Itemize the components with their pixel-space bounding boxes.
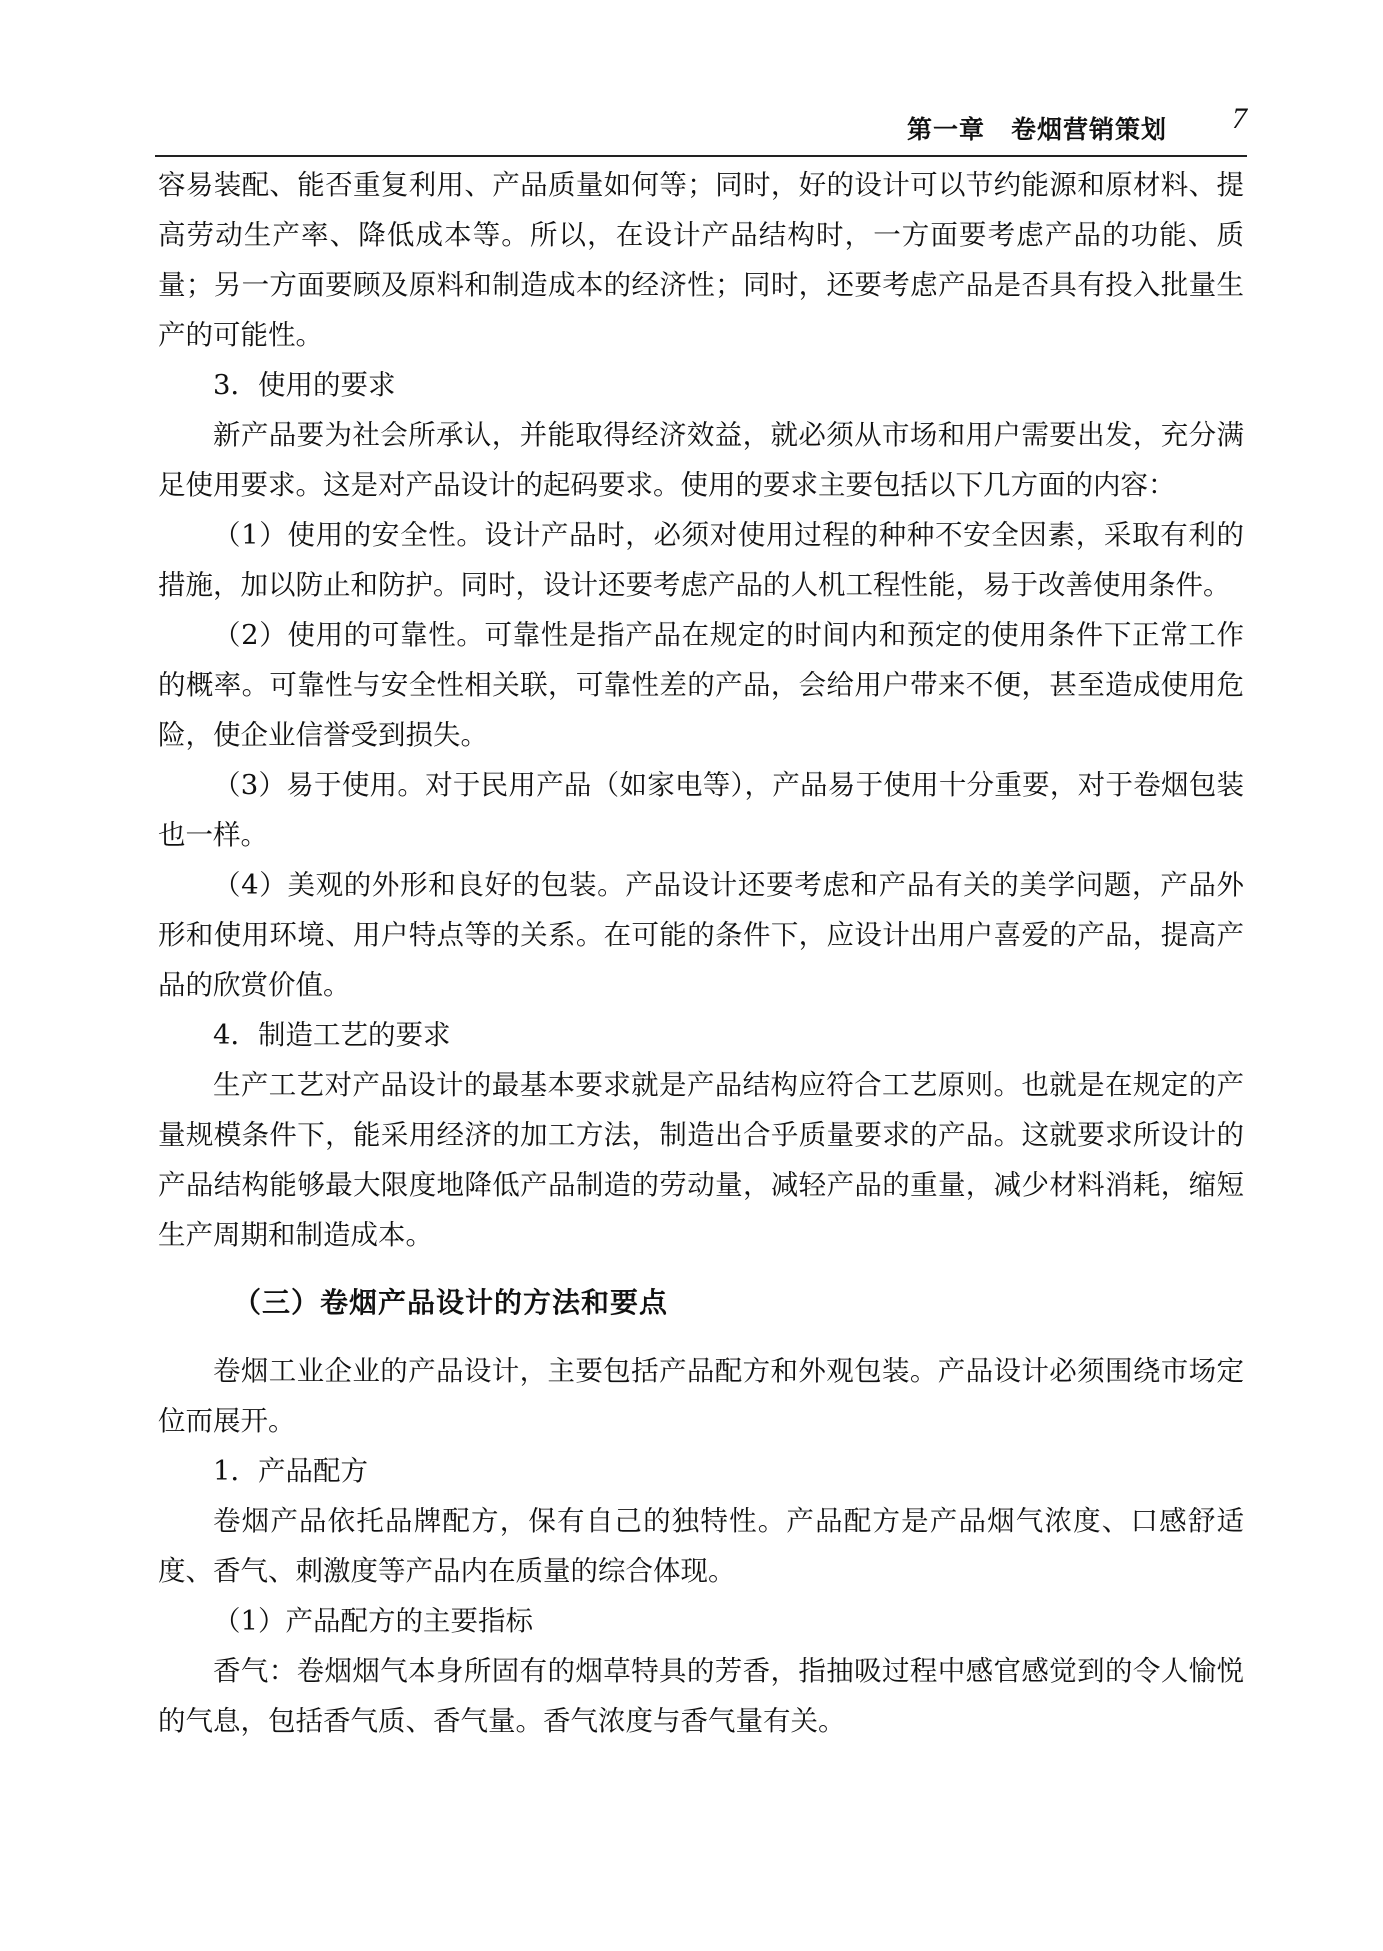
paragraph: （1）使用的安全性。设计产品时，必须对使用过程的种种不安全因素，采取有利的措施，加以防止和防护。同时，设计还要考虑产品的人机工程性能，易于改善使用条件。 bbox=[158, 519, 1244, 601]
paragraph: （2）使用的可靠性。可靠性是指产品在规定的时间内和预定的使用条件下正常工作的概率。可靠性与安全性相关联，可靠性差的产品，会给用户带来不便，甚至造成使用危险，使企业信誉受到损失。 bbox=[158, 619, 1244, 751]
running-header bbox=[155, 100, 1247, 157]
paragraph: 卷烟工业企业的产品设计，主要包括产品配方和外观包装。产品设计必须围绕市场定位而展开。 bbox=[158, 1355, 1244, 1437]
paragraph: 容易装配、能否重复利用、产品质量如何等；同时，好的设计可以节约能源和原材料、提高劳动生产率、降低成本等。所以，在设计产品结构时，一方面要考虑产品的功能、质量；另一方面要顾及原料和制造成本的经济性；同时，还要考虑产品是否具有投入批量生产的可能性。 bbox=[158, 169, 1244, 351]
subheading-process-requirements: 4．制造工艺的要求 bbox=[213, 1019, 451, 1051]
page-number: 7 bbox=[1232, 102, 1247, 135]
subheading-use-requirements: 3．使用的要求 bbox=[213, 369, 396, 401]
section-heading: （三）卷烟产品设计的方法和要点 bbox=[233, 1286, 669, 1319]
body-text bbox=[158, 160, 1244, 1746]
chapter-title: 第一章 卷烟营销策划 bbox=[906, 115, 1167, 144]
paragraph: 香气：卷烟烟气本身所固有的烟草特具的芳香，指抽吸过程中感官感觉到的令人愉悦的气息，包括香气质、香气量。香气浓度与香气量有关。 bbox=[158, 1655, 1244, 1737]
paragraph: 卷烟产品依托品牌配方，保有自己的独特性。产品配方是产品烟气浓度、口感舒适度、香气、刺激度等产品内在质量的综合体现。 bbox=[158, 1505, 1244, 1587]
paragraph: （4）美观的外形和良好的包装。产品设计还要考虑和产品有关的美学问题，产品外形和使用环境、用户特点等的关系。在可能的条件下，应设计出用户喜爱的产品，提高产品的欣赏价值。 bbox=[158, 869, 1244, 1001]
paragraph: 生产工艺对产品设计的最基本要求就是产品结构应符合工艺原则。也就是在规定的产量规模条件下，能采用经济的加工方法，制造出合乎质量要求的产品。这就要求所设计的产品结构能够最大限度地降低产品制造的劳动量，减轻产品的重量，减少材料消耗，缩短生产周期和制造成本。 bbox=[158, 1069, 1244, 1251]
subheading-formula-indicators: （1）产品配方的主要指标 bbox=[213, 1605, 533, 1637]
paragraph: 新产品要为社会所承认，并能取得经济效益，就必须从市场和用户需要出发，充分满足使用要求。这是对产品设计的起码要求。使用的要求主要包括以下几方面的内容： bbox=[158, 419, 1244, 501]
subheading-product-formula: 1．产品配方 bbox=[213, 1455, 368, 1487]
paragraph: （3）易于使用。对于民用产品（如家电等），产品易于使用十分重要，对于卷烟包装也一样。 bbox=[158, 769, 1244, 851]
